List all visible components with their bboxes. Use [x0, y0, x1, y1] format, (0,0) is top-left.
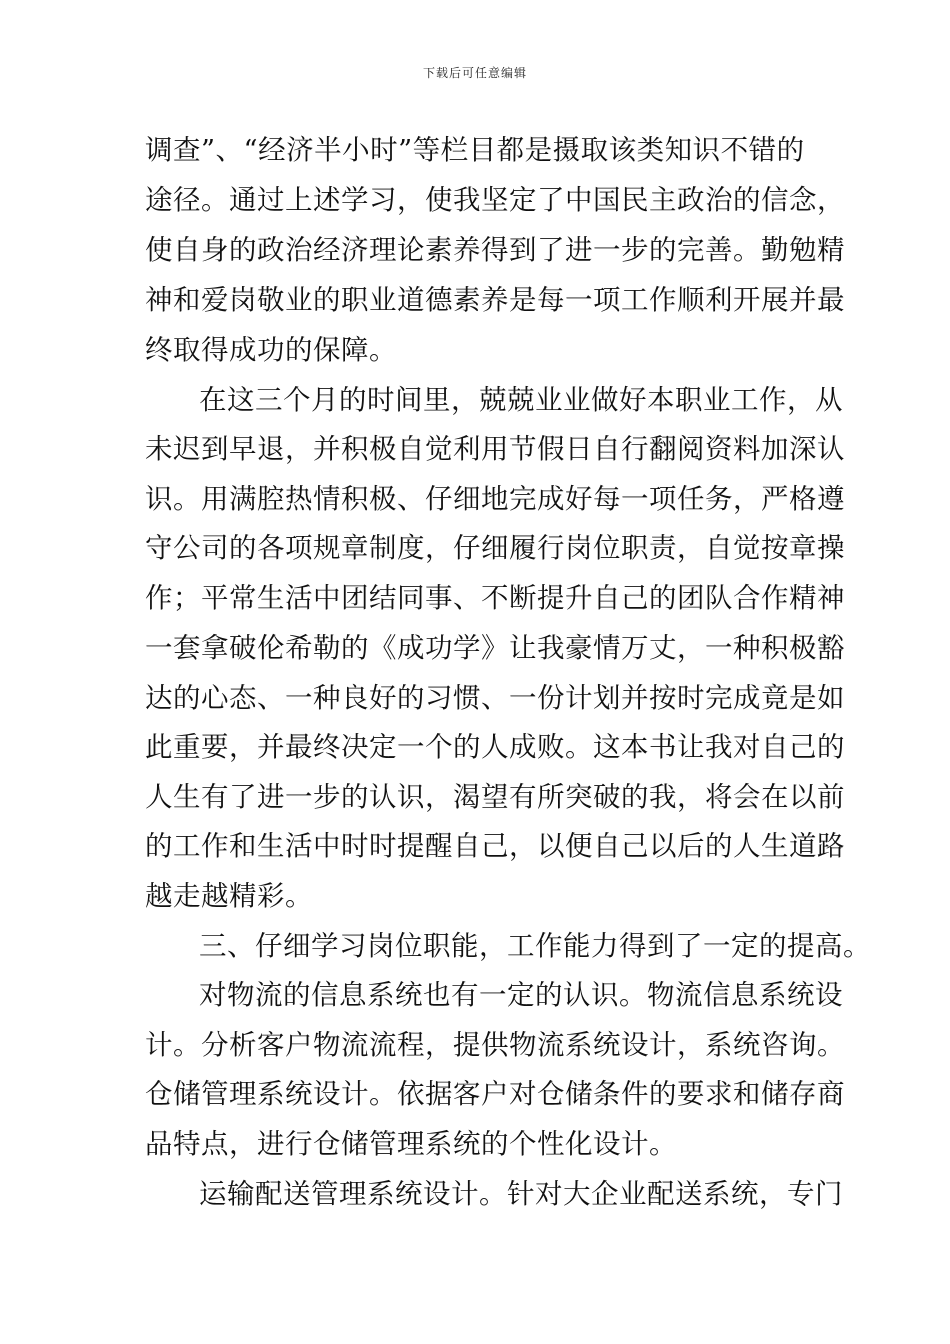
text-line: 的工作和生活中时时提醒自己，以便自己以后的人生道路	[145, 830, 845, 862]
text-line: 途径。通过上述学习，使我坚定了中国民主政治的信念，	[145, 184, 845, 216]
text-line: 作；平常生活中团结同事、不断提升自己的团队合作精神	[145, 582, 845, 614]
page-header: 下载后可任意编辑	[422, 66, 527, 80]
text-line: 达的心态、一种良好的习惯、一份计划并按时完成竟是如	[145, 682, 845, 714]
text-line: 使自身的政治经济理论素养得到了进一步的完善。勤勉精	[145, 234, 845, 266]
text-line: 终取得成功的保障。	[145, 334, 397, 366]
text-line: 此重要，并最终决定一个的人成败。这本书让我对自己的	[145, 731, 845, 763]
text-line: 三、仔细学习岗位职能，工作能力得到了一定的提高。	[199, 930, 871, 962]
text-line: 品特点，进行仓储管理系统的个性化设计。	[145, 1128, 677, 1160]
text-line: 对物流的信息系统也有一定的认识。物流信息系统设	[199, 979, 843, 1011]
text-line: 识。用满腔热情积极、仔细地完成好每一项任务，严格遵	[145, 483, 845, 515]
text-line: 越走越精彩。	[145, 880, 313, 912]
text-line: 神和爱岗敬业的职业道德素养是每一项工作顺利开展并最	[145, 284, 845, 316]
text-line: 一套拿破伦希勒的《成功学》让我豪情万丈，一种积极豁	[145, 632, 845, 664]
text-line: 守公司的各项规章制度，仔细履行岗位职责，自觉按章操	[145, 532, 845, 564]
text-line: 计。分析客户物流流程，提供物流系统设计，系统咨询。	[145, 1029, 845, 1061]
text-line: 人生有了进一步的认识，渴望有所突破的我，将会在以前	[145, 781, 845, 813]
text-line: 调查”、“经济半小时”等栏目都是摄取该类知识不错的	[145, 134, 805, 166]
text-line: 在这三个月的时间里，兢兢业业做好本职业工作，从	[199, 384, 843, 416]
text-line: 未迟到早退，并积极自觉利用节假日自行翻阅资料加深认	[145, 433, 845, 465]
text-line: 运输配送管理系统设计。针对大企业配送系统，专门	[199, 1178, 843, 1210]
text-line: 仓储管理系统设计。依据客户对仓储条件的要求和储存商	[145, 1078, 845, 1110]
